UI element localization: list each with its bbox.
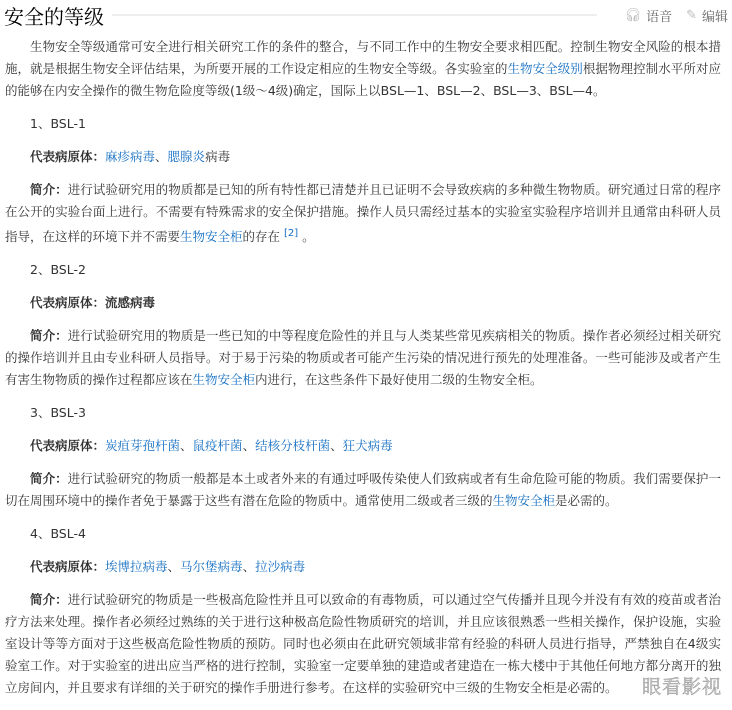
link-pathogen[interactable]: 结核分枝杆菌	[255, 438, 331, 454]
text: 内进行，在这些条件下最好使用二级的生物安全柜。	[255, 372, 543, 388]
article-content	[5, 36, 721, 710]
voice-button[interactable]	[625, 6, 673, 25]
text: 是必需的。	[555, 493, 618, 509]
edit-button[interactable]	[686, 6, 728, 25]
section-title: 安全的等级	[4, 4, 104, 29]
text: 。	[298, 229, 315, 245]
link-pathogen[interactable]: 炭疽芽孢杆菌	[105, 438, 181, 454]
pathogen-label: 代表病原体：	[30, 295, 106, 311]
summary-label: 简介：	[30, 328, 68, 344]
text: 病毒	[205, 149, 231, 164]
link-biosafety-level[interactable]: 生物安全级别	[507, 61, 583, 76]
link-biosafety-cabinet[interactable]: 生物安全柜	[492, 493, 556, 509]
voice-label: 语音	[646, 9, 673, 25]
link-biosafety-cabinet[interactable]: 生物安全柜	[180, 229, 243, 245]
watermark: 眼看影视	[641, 676, 722, 698]
link-pathogen[interactable]: 埃博拉病毒	[105, 559, 168, 575]
pathogen-label: 代表病原体：	[30, 438, 106, 454]
link-pathogen[interactable]: 马尔堡病毒	[180, 559, 243, 575]
bsl2-pathogens	[5, 292, 721, 314]
text: 生物安全等级通常可安全进行相关研究工作的条件的整合，与不同工作中的生物安全要求相匹配。控制生物安全风险的根本措施，就是根据生物安全评估结果，为所要开展的工作设定相应的生物安全等级。各实验室的	[5, 39, 721, 76]
summary-label: 简介：	[30, 182, 68, 197]
text: 进行试验研究用的物质是一些已知的中等程度危险性的并且与人类某些常见疾病相关的物质。操作者必须经过相关研究的操作培训并且由专业科研人员指导。对于易于污染的物质或者可能产生污染的情况进行预先的处理准备。一些可能涉及或者产生有害生物物质的操作过程都应该在	[5, 328, 721, 388]
link-pathogen[interactable]: 鼠疫杆菌	[192, 438, 243, 454]
text: 进行试验研究的物质一般都是本土或者外来的有通过呼吸传染使人们致病或者有生命危险可能的物质。我们需要保护一切在周围环境中的操作者免于暴露于这些有潜在危险的物质中。通常使用二级或者三级的	[5, 471, 721, 509]
intro-paragraph	[5, 36, 721, 102]
link-pathogen[interactable]: 拉沙病毒	[255, 559, 306, 575]
bsl2-summary	[5, 325, 721, 391]
pathogen-influenza: 流感病毒	[105, 295, 156, 311]
bsl2-heading: 2、BSL-2	[30, 262, 86, 278]
headphones-icon: 🎧︎	[624, 7, 642, 23]
bsl1-summary	[5, 179, 721, 248]
reference-link[interactable]: [2]	[284, 228, 299, 239]
link-measles[interactable]: 麻疹病毒	[105, 149, 156, 164]
text: 进行试验研究的物质是一些极高危险性并且可以致命的有毒物质，可以通过空气传播并且现今并没有有效的疫苗或者治疗方法来处理。操作者必须经过熟练的关于进行这种极高危险性物质研究的培训，并且应该很熟悉一些相关操作，保护设施，实验室设计等等方面对于这些极高危险性物质的预防。同时也必须由在此研究领域非常有经验的科研人员进行指导，严禁独自在4级实验室工作。对于实验室的进出应当严格的进行控制，实验室一定要单独的建造或者建造在一栋大楼中于其他任何地方都分离开的独立房间内，并且要求有详细的关于研究的操作手册进行参考。在这样的实验研究中三级的生物安全柜是必需的。	[5, 592, 721, 696]
bsl3-heading: 3、BSL-3	[30, 405, 86, 421]
bsl4-summary	[5, 589, 721, 699]
link-biosafety-cabinet[interactable]: 生物安全柜	[192, 372, 256, 388]
section-header	[4, 0, 728, 30]
edit-label: 编辑	[701, 9, 728, 25]
title-divider	[112, 14, 597, 16]
pencil-icon: ✎	[686, 7, 697, 23]
bsl4-heading: 4、BSL-4	[30, 526, 86, 542]
bsl4-pathogens: 代表病原体：埃博拉病毒、马尔堡病毒、拉沙病毒	[30, 559, 306, 575]
bsl3-pathogens: 代表病原体：炭疽芽孢杆菌、鼠疫杆菌、结核分枝杆菌、狂犬病毒	[30, 438, 393, 454]
link-mumps[interactable]: 腮腺炎	[167, 149, 206, 164]
pathogen-label: 代表病原体：	[30, 149, 106, 164]
text: 根据物理控制水平所对应的能够在内安全操作的微生物危险度等级(1级～4级)确定，国际上以BSL—1、BSL—2、BSL—3、BSL—4。	[5, 61, 721, 98]
pathogen-label: 代表病原体：	[30, 559, 106, 575]
bsl1-heading: 1、BSL-1	[30, 116, 86, 131]
text: 的存在	[242, 229, 281, 245]
link-pathogen[interactable]: 狂犬病毒	[342, 438, 393, 454]
bsl3-summary	[5, 468, 721, 512]
summary-label: 简介：	[30, 471, 68, 487]
sep: 、	[155, 149, 168, 164]
text: 进行试验研究用的物质都是已知的所有特性都已清楚并且已证明不会导致疾病的多种微生物物质。研究通过日常的程序在公开的实验台面上进行。不需要有特殊需求的安全保护措施。操作人员只需经过基本的实验室实验程序培训并且通常由科研人员指导，在这样的环境下并不需要	[5, 182, 721, 245]
bsl1-pathogens	[5, 146, 721, 168]
summary-label: 简介：	[30, 592, 68, 608]
